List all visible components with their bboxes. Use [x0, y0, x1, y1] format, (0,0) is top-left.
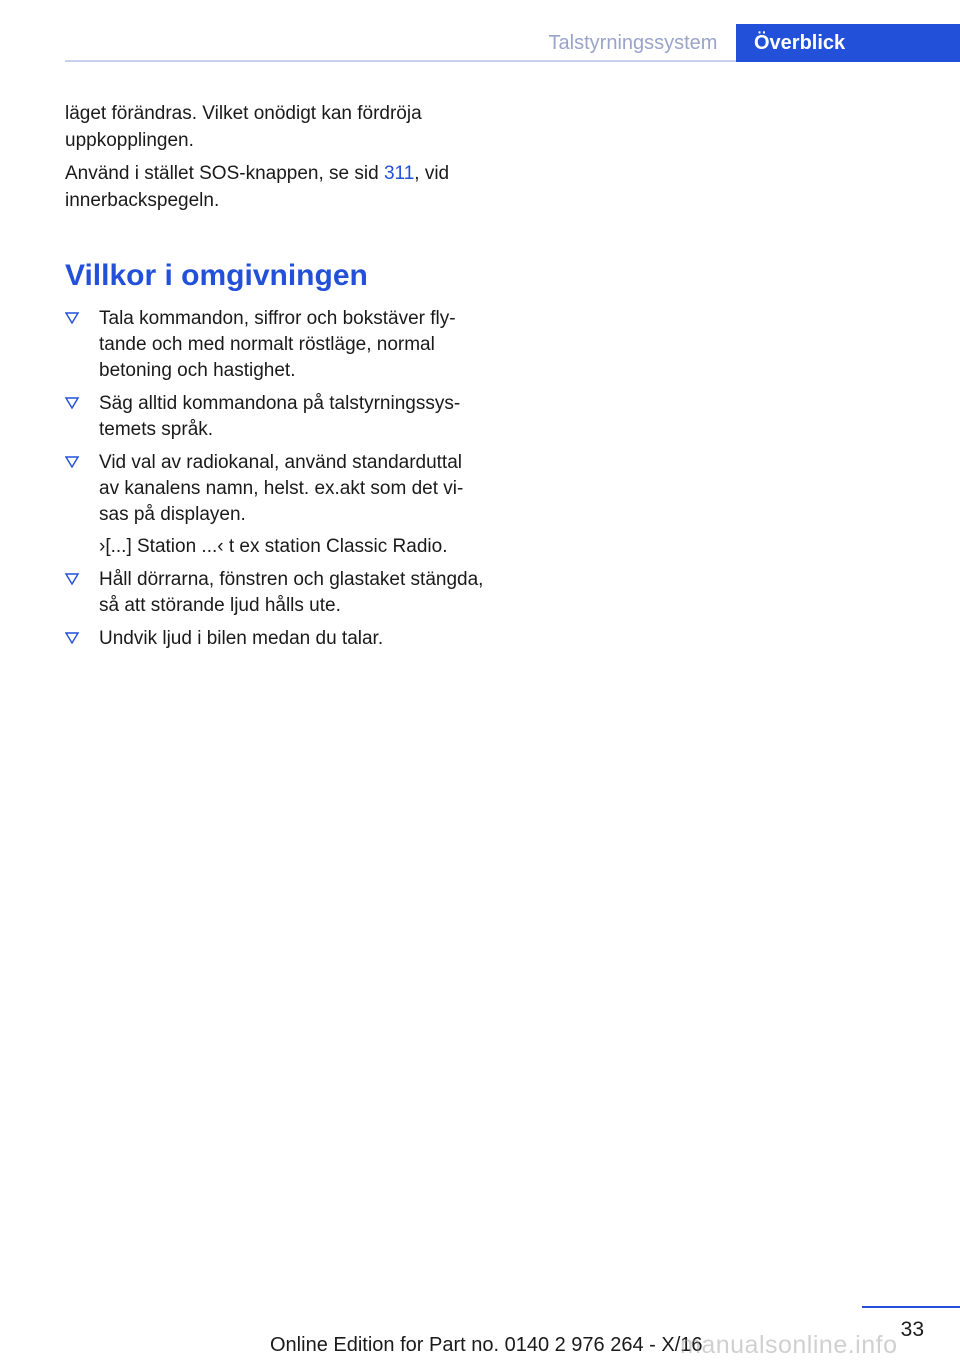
list-item-example: ›[...] Station ...‹ t ex station Classic Radio. — [99, 536, 448, 557]
page-number: 33 — [900, 1318, 924, 1341]
intro-paragraph-2 — [65, 160, 485, 214]
header-section-title: Talstyrningssystem — [548, 32, 718, 54]
footer-rule — [862, 1306, 960, 1308]
list-item — [65, 626, 485, 652]
list-item-text: Undvik ljud i bilen medan du talar. — [99, 628, 384, 649]
list-item-text: Säg alltid kommandona på talstyrningssystemets språk. — [99, 393, 461, 440]
edition-note: Online Edition for Part no. 0140 2 976 264 - X/16 — [270, 1334, 703, 1356]
list-item — [65, 391, 485, 443]
list-item-text: Håll dörrarna, fönstren och glastaket stängda, så att störande ljud hålls ute. — [99, 569, 484, 616]
triangle-bullet-icon — [65, 396, 79, 410]
triangle-bullet-icon — [65, 572, 79, 586]
list-item-text: Tala kommandon, siffror och bokstäver flytande och med normalt röstläge, normal betoning och hastighet. — [99, 308, 456, 381]
header-chapter-tab: Överblick — [736, 24, 960, 62]
list-item — [65, 450, 485, 560]
list-item-text: Vid val av radiokanal, använd standarduttal av kanalens namn, helst. ex.akt som det visas på displayen. — [99, 452, 464, 525]
triangle-bullet-icon — [65, 455, 79, 469]
triangle-bullet-icon — [65, 631, 79, 645]
triangle-bullet-icon — [65, 311, 79, 325]
intro-paragraph-1: läget förändras. Vilket onödigt kan fördröja uppkopplingen. — [65, 103, 422, 151]
intro-text-before-link: Använd i stället SOS-knappen, se sid — [65, 163, 384, 184]
section-heading: Villkor i omgivningen — [65, 259, 368, 292]
page-reference-link[interactable]: 311 — [383, 163, 415, 184]
watermark: manualsonline.info — [680, 1331, 898, 1359]
intro-text-after-link: , vid innerbackspegeln. — [65, 163, 450, 211]
page-content — [65, 100, 485, 659]
bullet-list — [65, 306, 485, 652]
list-item — [65, 306, 485, 384]
list-item — [65, 567, 485, 619]
